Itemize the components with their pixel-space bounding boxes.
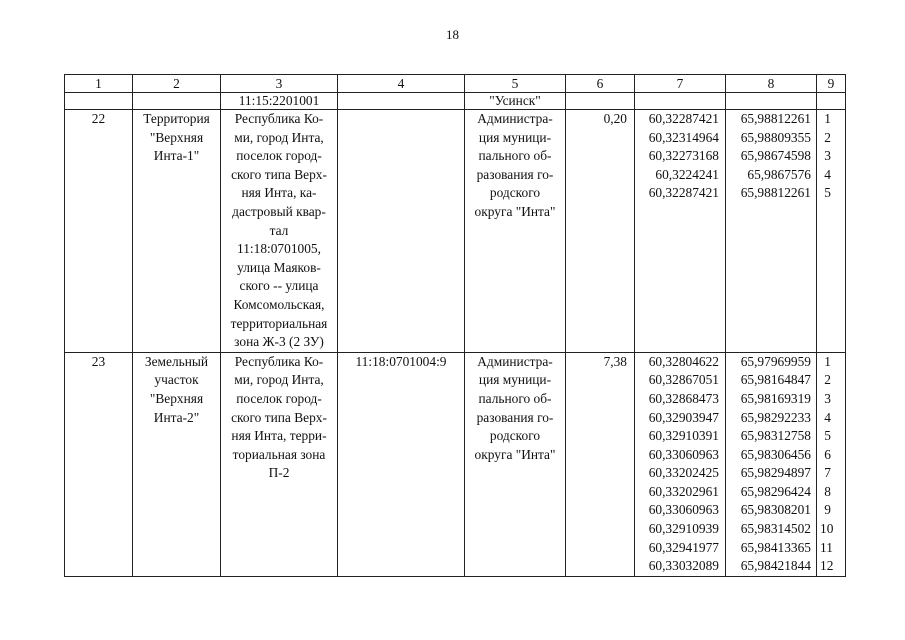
page-number: 18	[446, 27, 459, 42]
point-number: 5	[824, 428, 831, 444]
point-number: 10	[820, 521, 834, 537]
header-cell-6: 6	[566, 75, 635, 93]
cadastral-number: 11:18:0701004:9	[338, 352, 465, 576]
point-number: 12	[820, 558, 834, 574]
object-name-line: Территория	[143, 111, 210, 126]
point-number: 3	[824, 148, 831, 164]
coordinate-x: 60,32867051	[648, 372, 719, 388]
cont-cadastral-quarter: 11:15:2201001	[221, 93, 338, 110]
object-name-line: "Верхняя	[149, 129, 204, 145]
coordinate-x: 60,32314964	[648, 129, 719, 145]
header-cell-8: 8	[726, 75, 817, 93]
coordinate-x: 60,32804622	[648, 353, 719, 369]
authority-line: ция муници-	[478, 372, 552, 388]
coordinate-y: 65,98169319	[740, 390, 811, 406]
coordinate-y-list	[726, 352, 817, 576]
coordinate-y: 65,98809355	[740, 129, 811, 145]
table-row	[65, 352, 846, 576]
point-number: 2	[824, 372, 831, 388]
coordinate-y: 65,98294897	[740, 465, 811, 481]
cont-cell-7	[635, 93, 726, 110]
point-number-list	[817, 110, 846, 353]
object-location	[221, 352, 338, 576]
coordinate-x: 60,32287421	[648, 185, 719, 201]
coordinate-y-list	[726, 110, 817, 353]
location-line: няя Инта, ка-	[241, 185, 317, 201]
coordinate-x: 60,32868473	[648, 390, 719, 406]
authority-line: округа "Инта"	[474, 203, 556, 219]
header-cell-1: 1	[65, 75, 133, 93]
location-line: Комсомольская,	[233, 296, 325, 312]
coordinate-y: 65,9867576	[747, 166, 811, 182]
object-name-line: участок	[154, 372, 199, 388]
area: 7,38	[566, 352, 635, 576]
point-number: 6	[824, 446, 831, 462]
cont-authority: "Усинск"	[465, 93, 566, 110]
authority-line: пального об-	[478, 390, 552, 406]
object-name-line: "Верхняя	[149, 390, 204, 406]
coordinate-y: 65,98296424	[740, 483, 811, 499]
header-cell-9: 9	[817, 75, 846, 93]
location-line: Республика Ко-	[234, 111, 324, 126]
coordinate-x: 60,32910391	[648, 428, 719, 444]
location-line: ского типа Верх-	[231, 409, 327, 425]
coordinate-x: 60,33060963	[648, 446, 719, 462]
authority	[465, 352, 566, 576]
header-cell-4: 4	[338, 75, 465, 93]
coordinate-x-list	[635, 352, 726, 576]
authority-line: пального об-	[478, 148, 552, 164]
coordinate-x-list	[635, 110, 726, 353]
authority-line: округа "Инта"	[474, 446, 556, 462]
point-number: 3	[824, 390, 831, 406]
row-number: 23	[65, 352, 133, 576]
header-cell-5: 5	[465, 75, 566, 93]
authority-line: разования го-	[476, 409, 554, 425]
coordinate-x: 60,3224241	[655, 166, 719, 182]
continuation-row	[65, 93, 846, 110]
cont-cell-2	[133, 93, 221, 110]
point-number: 2	[824, 129, 831, 145]
object-name	[133, 352, 221, 576]
location-line: няя Инта, терри-	[231, 428, 327, 444]
area: 0,20	[566, 110, 635, 353]
coordinate-y: 65,98674598	[740, 148, 811, 164]
authority-line: Администра-	[477, 353, 553, 369]
cont-cell-8	[726, 93, 817, 110]
point-number: 11	[820, 539, 833, 555]
location-line: тал	[269, 222, 289, 238]
location-line: поселок город-	[236, 390, 322, 406]
coordinates-table	[64, 74, 846, 577]
coordinate-y: 65,98413365	[740, 539, 811, 555]
location-line: П-2	[268, 465, 290, 481]
coordinate-y: 65,98312758	[740, 428, 811, 444]
location-line: Республика Ко-	[234, 353, 324, 369]
cont-cell-4	[338, 93, 465, 110]
point-number: 9	[824, 502, 831, 518]
authority-line: Администра-	[477, 111, 553, 126]
location-line: поселок город-	[236, 148, 322, 164]
header-cell-2: 2	[133, 75, 221, 93]
authority-line: разования го-	[476, 166, 554, 182]
coordinate-x: 60,32903947	[648, 409, 719, 425]
point-number: 4	[824, 166, 831, 182]
coordinate-y: 65,98164847	[740, 372, 811, 388]
coordinate-x: 60,33032089	[648, 558, 719, 574]
coordinate-x: 60,32287421	[648, 111, 719, 126]
authority-line: родского	[489, 185, 541, 201]
location-line: ми, город Инта,	[234, 129, 324, 145]
location-line: территориальная	[230, 315, 328, 331]
cont-cell-6	[566, 93, 635, 110]
location-line: ми, город Инта,	[234, 372, 324, 388]
cadastral-number	[338, 110, 465, 353]
location-line: 11:18:0701005,	[237, 241, 321, 257]
location-line: ского -- улица	[239, 278, 319, 294]
point-number: 5	[824, 185, 831, 201]
coordinate-y: 65,98812261	[740, 185, 811, 201]
authority	[465, 110, 566, 353]
header-row	[65, 75, 846, 93]
location-line: зона Ж-3 (2 ЗУ)	[234, 334, 324, 350]
object-location	[221, 110, 338, 353]
cont-cell-9	[817, 93, 846, 110]
coordinate-x: 60,33202425	[648, 465, 719, 481]
coordinate-y: 65,98314502	[740, 521, 811, 537]
coordinate-y: 65,98421844	[740, 558, 811, 574]
point-number: 8	[824, 483, 831, 499]
coordinate-y: 65,98812261	[740, 111, 811, 126]
location-line: ториальная зона	[232, 446, 326, 462]
object-name-line: Инта-2"	[153, 409, 200, 425]
table-row	[65, 110, 846, 353]
row-number: 22	[65, 110, 133, 353]
object-name	[133, 110, 221, 353]
authority-line: родского	[489, 428, 541, 444]
coordinate-x: 60,32273168	[648, 148, 719, 164]
coordinate-x: 60,33202961	[648, 483, 719, 499]
location-line: дастровый квар-	[232, 203, 326, 219]
point-number: 1	[824, 353, 831, 369]
point-number-list	[817, 352, 846, 576]
coordinate-y: 65,98306456	[740, 446, 811, 462]
coordinate-y: 65,97969959	[740, 353, 811, 369]
point-number: 1	[824, 111, 831, 126]
coordinate-y: 65,98292233	[740, 409, 811, 425]
coordinate-x: 60,32941977	[648, 539, 719, 555]
coordinate-x: 60,32910939	[648, 521, 719, 537]
object-name-line: Земельный	[144, 353, 209, 369]
location-line: улица Маяков-	[237, 259, 321, 275]
coordinate-x: 60,33060963	[648, 502, 719, 518]
header-cell-7: 7	[635, 75, 726, 93]
point-number: 4	[824, 409, 831, 425]
coordinate-y: 65,98308201	[740, 502, 811, 518]
point-number: 7	[824, 465, 831, 481]
object-name-line: Инта-1"	[153, 148, 200, 164]
location-line: ского типа Верх-	[231, 166, 327, 182]
rows-body	[65, 110, 846, 577]
cont-cell-1	[65, 93, 133, 110]
header-cell-3: 3	[221, 75, 338, 93]
authority-line: ция муници-	[478, 129, 552, 145]
